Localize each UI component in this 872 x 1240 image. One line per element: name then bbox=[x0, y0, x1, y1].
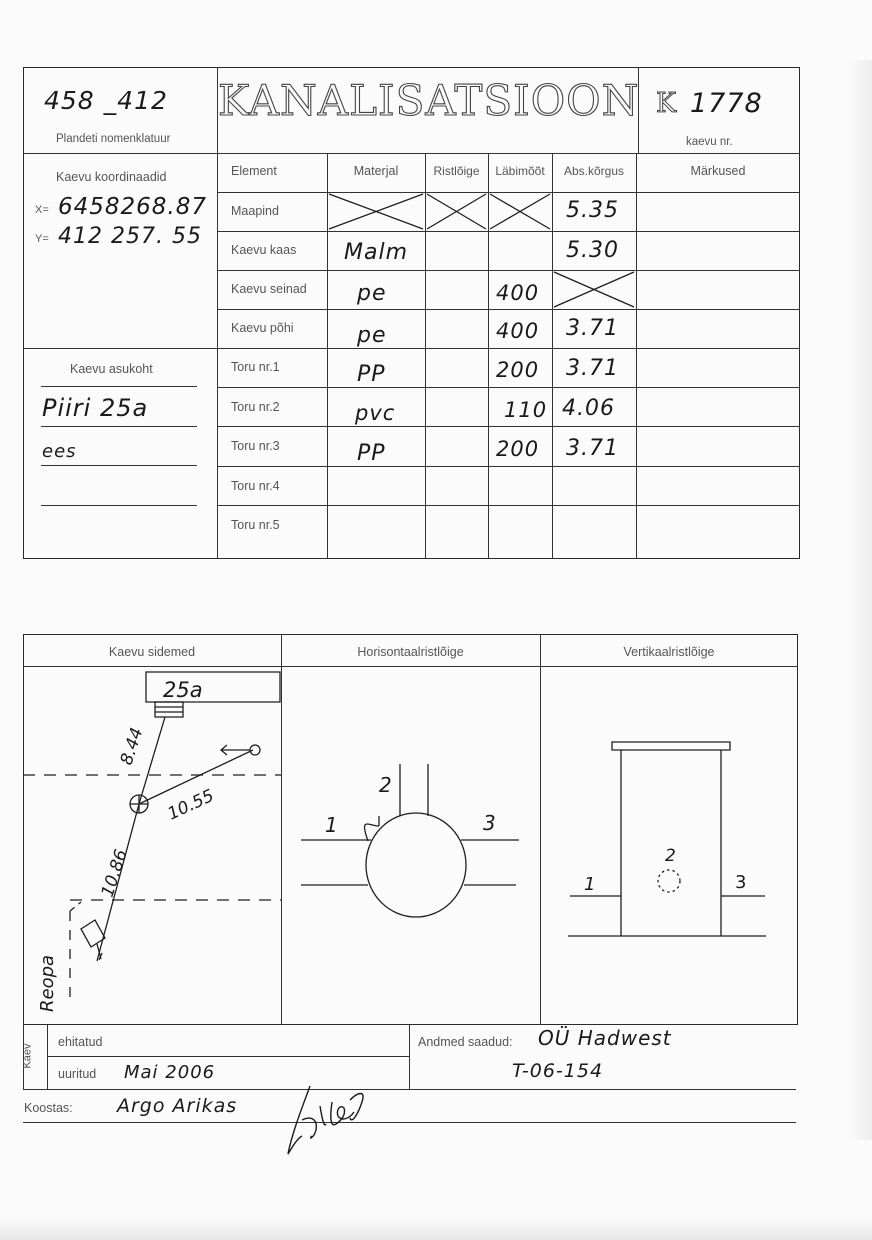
y-coordinate: 412 257. 55 bbox=[58, 224, 202, 249]
pipe-3 bbox=[461, 840, 519, 885]
pipe-label: 3 bbox=[483, 811, 496, 835]
building-entrance bbox=[155, 702, 183, 717]
divider bbox=[47, 1056, 409, 1057]
header-cross-section: Ristlõige bbox=[433, 164, 480, 178]
divider bbox=[47, 1025, 48, 1089]
divider bbox=[23, 1122, 796, 1123]
elevation-value: 4.06 bbox=[562, 396, 615, 421]
header-elevation: Abs.kõrgus bbox=[563, 164, 625, 178]
pipe-2 bbox=[400, 764, 428, 816]
material-value: pe bbox=[357, 281, 387, 306]
x-coordinate: 6458268.87 bbox=[58, 194, 208, 220]
x-coordinate-label: X= bbox=[35, 204, 49, 216]
location-line-1: Piiri 25a bbox=[42, 394, 149, 422]
elevation-value: 5.30 bbox=[566, 238, 619, 263]
compiled-by-label: Koostas: bbox=[24, 1101, 73, 1115]
well-lid bbox=[612, 742, 730, 750]
pipe-1 bbox=[301, 840, 371, 885]
sheet-number-label: Plandeti nomenklatuur bbox=[56, 133, 171, 145]
row-element: Toru nr.1 bbox=[231, 360, 280, 374]
distance-label: 10.86 bbox=[97, 847, 132, 900]
distance-label: 10.55 bbox=[164, 785, 218, 825]
coordinates-label: Kaevu koordinaadid bbox=[56, 170, 167, 184]
header-notes: Märkused bbox=[690, 164, 746, 178]
tie-line bbox=[139, 717, 165, 804]
row-element: Maapind bbox=[231, 204, 279, 218]
diameter-value: 110 bbox=[504, 398, 548, 422]
material-value: pe bbox=[357, 323, 387, 348]
pipe-label: 1 bbox=[325, 813, 338, 837]
header-element: Element bbox=[231, 164, 277, 178]
well-number-label: kaevu nr. bbox=[686, 136, 733, 148]
diameter-value: 400 bbox=[496, 319, 540, 343]
street-label: Reopa bbox=[37, 954, 58, 1012]
vertical-section-label: Vertikaalristlõige bbox=[623, 645, 715, 659]
divider bbox=[23, 1089, 796, 1090]
header-material: Materjal bbox=[353, 164, 399, 178]
row-element: Kaevu kaas bbox=[231, 243, 297, 257]
vertical-section-sketch bbox=[540, 666, 798, 1025]
well-side-label: Kaev bbox=[21, 1043, 34, 1069]
material-value: PP bbox=[357, 362, 386, 387]
scan-bottom-shadow bbox=[0, 1218, 872, 1240]
diameter-value: 200 bbox=[496, 358, 540, 382]
material-value: Malm bbox=[344, 240, 409, 265]
well-body bbox=[364, 816, 379, 841]
pipe-label: 1 bbox=[584, 874, 596, 895]
divider bbox=[409, 1025, 410, 1089]
distance-label: 8.44 bbox=[116, 725, 148, 768]
material-value: PP bbox=[357, 441, 386, 466]
data-source-label: Andmed saadud: bbox=[418, 1035, 513, 1049]
diameter-value: 200 bbox=[496, 437, 540, 461]
horizontal-section-sketch bbox=[281, 666, 540, 1025]
row-element: Toru nr.4 bbox=[231, 479, 280, 493]
compiled-by: Argo Arikas bbox=[117, 1095, 238, 1117]
well-number: 1778 bbox=[690, 88, 763, 119]
row-element: Toru nr.2 bbox=[231, 400, 280, 414]
diameter-value: 400 bbox=[496, 281, 540, 305]
data-reference: T-06-154 bbox=[512, 1060, 604, 1082]
ties-label: Kaevu sidemed bbox=[108, 645, 196, 659]
header-diameter: Läbimõõt bbox=[495, 164, 545, 178]
row-element: Toru nr.3 bbox=[231, 439, 280, 453]
row-element: Kaevu seinad bbox=[231, 282, 307, 296]
row-element: Kaevu põhi bbox=[231, 321, 294, 335]
horizontal-section-label: Horisontaalristlõige bbox=[357, 645, 464, 659]
elevation-value: 5.35 bbox=[566, 198, 619, 223]
pipe-label: 2 bbox=[379, 773, 392, 797]
location-label: Kaevu asukoht bbox=[70, 362, 153, 376]
y-coordinate-label: Y= bbox=[35, 233, 49, 245]
built-label: ehitatud bbox=[58, 1035, 103, 1049]
well-ties-sketch bbox=[23, 666, 281, 1025]
crossed-out-cells bbox=[0, 0, 872, 600]
pipe-2-section bbox=[658, 870, 680, 892]
row-element: Toru nr.5 bbox=[231, 518, 280, 532]
elevation-value: 3.71 bbox=[566, 316, 619, 341]
surveyed-label: uuritud bbox=[58, 1067, 97, 1081]
material-value: pvc bbox=[355, 401, 396, 425]
elevation-value: 3.71 bbox=[566, 436, 619, 461]
well-body bbox=[366, 813, 466, 917]
page-title: KANALISATSIOON bbox=[218, 76, 640, 125]
well-body bbox=[621, 750, 721, 936]
data-source: OÜ Hadwest bbox=[538, 1026, 672, 1050]
well-prefix: K bbox=[656, 88, 678, 119]
location-line-2: ees bbox=[42, 441, 77, 462]
pipe-label: 2 bbox=[665, 846, 676, 866]
signature bbox=[280, 1078, 380, 1162]
pipe-label: 3 bbox=[735, 872, 747, 893]
sheet-number: 458 _412 bbox=[44, 86, 168, 115]
elevation-value: 3.71 bbox=[566, 356, 619, 381]
surveyed-value: Mai 2006 bbox=[124, 1062, 216, 1083]
building-label: 25a bbox=[163, 678, 203, 702]
